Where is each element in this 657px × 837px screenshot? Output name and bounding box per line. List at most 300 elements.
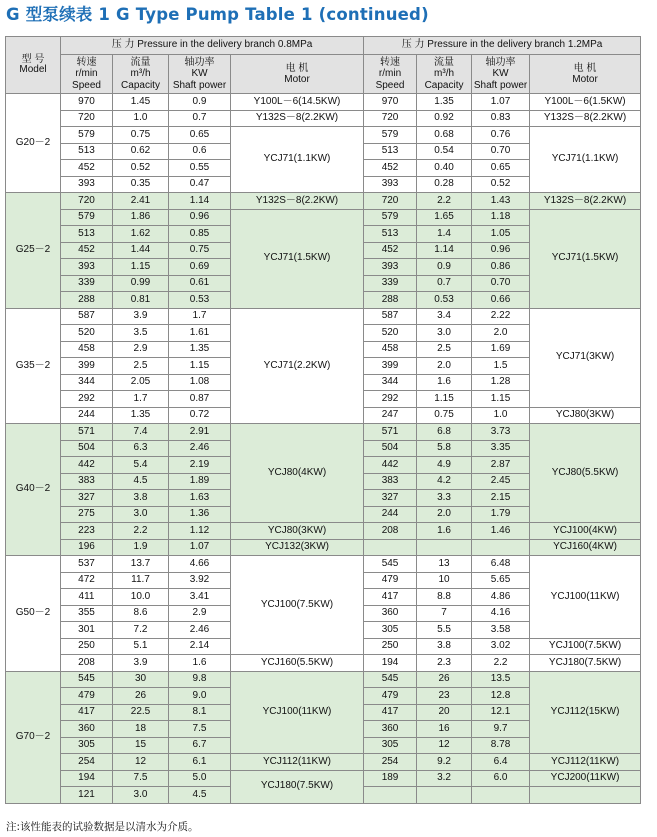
power-cell-left: 1.36	[169, 506, 231, 523]
table-row	[6, 770, 641, 787]
capacity-cell-left: 0.81	[113, 292, 169, 309]
motor-cell-left: Y132S－8(2.2KW)	[231, 110, 364, 127]
capacity-cell-right: 2.3	[417, 655, 472, 672]
power-cell-right: 3.35	[472, 440, 530, 457]
speed-cell-left: 571	[61, 424, 113, 441]
power-cell-left: 9.8	[169, 671, 231, 688]
speed-cell-right: 720	[364, 110, 417, 127]
capacity-header-right: 流量 m³/h Capacity	[417, 55, 472, 94]
power-cell-right: 1.0	[472, 407, 530, 424]
table-title: G 型泵续表 1 G Type Pump Table 1 (continued)	[6, 5, 429, 24]
capacity-cell-left: 0.35	[113, 176, 169, 193]
power-cell-right: 1.79	[472, 506, 530, 523]
power-cell-right: 2.15	[472, 490, 530, 507]
speed-cell-left: 452	[61, 160, 113, 177]
speed-cell-right: 579	[364, 127, 417, 144]
capacity-cell-left: 5.4	[113, 457, 169, 474]
power-cell-right: 1.46	[472, 523, 530, 540]
power-cell-left: 4.66	[169, 556, 231, 573]
capacity-cell-left: 18	[113, 721, 169, 738]
speed-cell-left: 579	[61, 127, 113, 144]
power-cell-right: 2.0	[472, 325, 530, 342]
capacity-cell-right: 13	[417, 556, 472, 573]
motor-cell-right: YCJ112(11KW)	[530, 754, 641, 771]
power-cell-left: 0.53	[169, 292, 231, 309]
power-cell-right: 0.65	[472, 160, 530, 177]
table-row	[6, 127, 641, 144]
table-row	[6, 671, 641, 688]
speed-cell-left: 383	[61, 473, 113, 490]
power-cell-left: 9.0	[169, 688, 231, 705]
capacity-cell-right: 10	[417, 572, 472, 589]
power-cell-left: 1.08	[169, 374, 231, 391]
footnote: 注:该性能表的试验数据是以清水为介质。	[6, 821, 199, 833]
capacity-cell-right: 7	[417, 605, 472, 622]
speed-cell-right: 393	[364, 176, 417, 193]
speed-cell-left: 504	[61, 440, 113, 457]
power-cell-left: 8.1	[169, 704, 231, 721]
power-cell-right	[472, 787, 530, 804]
power-header-left: 轴功率 KW Shaft power	[169, 55, 231, 94]
capacity-cell-right: 9.2	[417, 754, 472, 771]
capacity-cell-left: 10.0	[113, 589, 169, 606]
capacity-cell-left: 22.5	[113, 704, 169, 721]
capacity-cell-right: 6.8	[417, 424, 472, 441]
speed-cell-left: 472	[61, 572, 113, 589]
power-cell-right: 5.65	[472, 572, 530, 589]
capacity-cell-right: 4.2	[417, 473, 472, 490]
capacity-cell-right: 2.2	[417, 193, 472, 210]
motor-cell-left: YCJ71(1.5KW)	[231, 209, 364, 308]
speed-cell-left: 250	[61, 638, 113, 655]
speed-cell-left: 223	[61, 523, 113, 540]
speed-cell-right: 417	[364, 589, 417, 606]
speed-cell-left: 720	[61, 193, 113, 210]
speed-cell-left: 537	[61, 556, 113, 573]
power-cell-right: 2.45	[472, 473, 530, 490]
capacity-cell-right: 16	[417, 721, 472, 738]
power-cell-right: 12.1	[472, 704, 530, 721]
capacity-cell-left: 5.1	[113, 638, 169, 655]
capacity-cell-right: 0.75	[417, 407, 472, 424]
speed-cell-right: 479	[364, 572, 417, 589]
power-cell-left: 0.65	[169, 127, 231, 144]
speed-cell-left: 121	[61, 787, 113, 804]
motor-header-right: 电 机 Motor	[530, 55, 641, 94]
table-row	[6, 209, 641, 226]
table-row	[6, 110, 641, 127]
speed-cell-right: 360	[364, 605, 417, 622]
speed-cell-right: 545	[364, 671, 417, 688]
power-cell-left: 2.14	[169, 638, 231, 655]
capacity-cell-left: 7.4	[113, 424, 169, 441]
power-cell-right: 1.43	[472, 193, 530, 210]
capacity-cell-right: 12	[417, 737, 472, 754]
power-cell-right: 3.58	[472, 622, 530, 639]
power-cell-left: 6.7	[169, 737, 231, 754]
power-cell-right: 0.76	[472, 127, 530, 144]
motor-cell-right: YCJ100(4KW)	[530, 523, 641, 540]
power-cell-left: 3.41	[169, 589, 231, 606]
speed-cell-left: 417	[61, 704, 113, 721]
capacity-cell-left: 1.44	[113, 242, 169, 259]
table-body	[6, 94, 641, 804]
table-row	[6, 193, 641, 210]
speed-cell-left: 288	[61, 292, 113, 309]
speed-cell-left: 327	[61, 490, 113, 507]
power-cell-right: 12.8	[472, 688, 530, 705]
capacity-cell-right: 2.0	[417, 358, 472, 375]
speed-cell-left: 355	[61, 605, 113, 622]
motor-cell-right: YCJ180(7.5KW)	[530, 655, 641, 672]
power-cell-left: 2.46	[169, 440, 231, 457]
power-cell-left: 1.89	[169, 473, 231, 490]
speed-cell-left: 254	[61, 754, 113, 771]
speed-cell-right: 720	[364, 193, 417, 210]
capacity-cell-left: 0.75	[113, 127, 169, 144]
capacity-cell-right: 0.68	[417, 127, 472, 144]
power-cell-right: 4.86	[472, 589, 530, 606]
power-cell-right: 0.70	[472, 143, 530, 160]
speed-cell-right: 292	[364, 391, 417, 408]
speed-cell-left: 339	[61, 275, 113, 292]
speed-cell-right: 479	[364, 688, 417, 705]
capacity-cell-left: 15	[113, 737, 169, 754]
speed-header-right: 转速 r/min Speed	[364, 55, 417, 94]
power-cell-left: 1.14	[169, 193, 231, 210]
model-cell: G20－2	[6, 94, 61, 193]
speed-cell-right: 208	[364, 523, 417, 540]
speed-cell-left: 545	[61, 671, 113, 688]
power-cell-right: 3.73	[472, 424, 530, 441]
capacity-cell-left: 1.9	[113, 539, 169, 556]
speed-cell-right: 399	[364, 358, 417, 375]
power-cell-left: 6.1	[169, 754, 231, 771]
power-cell-right: 1.05	[472, 226, 530, 243]
motor-cell-left: YCJ80(3KW)	[231, 523, 364, 540]
capacity-cell-left: 6.3	[113, 440, 169, 457]
capacity-cell-right: 1.65	[417, 209, 472, 226]
power-cell-left: 3.92	[169, 572, 231, 589]
motor-cell-right: YCJ100(7.5KW)	[530, 638, 641, 655]
capacity-cell-left: 3.9	[113, 655, 169, 672]
speed-cell-right: 513	[364, 143, 417, 160]
power-cell-left: 0.55	[169, 160, 231, 177]
speed-cell-right: 288	[364, 292, 417, 309]
capacity-cell-left: 1.62	[113, 226, 169, 243]
capacity-cell-left: 7.5	[113, 770, 169, 787]
speed-cell-left: 513	[61, 226, 113, 243]
motor-cell-right: YCJ100(11KW)	[530, 556, 641, 639]
capacity-cell-right: 20	[417, 704, 472, 721]
speed-cell-right: 442	[364, 457, 417, 474]
speed-cell-right: 504	[364, 440, 417, 457]
model-header-text: 型 号 Model	[19, 53, 47, 75]
capacity-cell-right: 0.9	[417, 259, 472, 276]
capacity-cell-right: 3.4	[417, 308, 472, 325]
capacity-cell-right: 1.6	[417, 374, 472, 391]
power-cell-left: 1.35	[169, 341, 231, 358]
power-cell-right: 1.5	[472, 358, 530, 375]
speed-cell-right: 360	[364, 721, 417, 738]
power-cell-right: 0.52	[472, 176, 530, 193]
power-cell-left: 0.47	[169, 176, 231, 193]
speed-cell-left: 275	[61, 506, 113, 523]
capacity-cell-right: 1.35	[417, 94, 472, 111]
power-cell-right: 2.22	[472, 308, 530, 325]
power-cell-left: 2.91	[169, 424, 231, 441]
capacity-cell-right: 0.53	[417, 292, 472, 309]
power-cell-left: 1.15	[169, 358, 231, 375]
motor-cell-right: Y100L－6(1.5KW)	[530, 94, 641, 111]
speed-cell-right: 339	[364, 275, 417, 292]
motor-cell-left: Y100L－6(14.5KW)	[231, 94, 364, 111]
capacity-cell-left: 4.5	[113, 473, 169, 490]
power-cell-right: 1.28	[472, 374, 530, 391]
motor-cell-left: YCJ180(7.5KW)	[231, 770, 364, 803]
power-cell-left: 1.07	[169, 539, 231, 556]
model-cell: G50－2	[6, 556, 61, 672]
power-cell-left: 1.12	[169, 523, 231, 540]
model-cell: G25－2	[6, 193, 61, 309]
power-cell-left: 2.19	[169, 457, 231, 474]
capacity-cell-left: 1.0	[113, 110, 169, 127]
capacity-cell-left: 0.52	[113, 160, 169, 177]
power-cell-right: 2.87	[472, 457, 530, 474]
motor-cell-left: YCJ71(2.2KW)	[231, 308, 364, 424]
capacity-cell-left: 2.41	[113, 193, 169, 210]
power-cell-left: 2.46	[169, 622, 231, 639]
speed-cell-right: 393	[364, 259, 417, 276]
motor-cell-left: Y132S－8(2.2KW)	[231, 193, 364, 210]
motor-cell-left: YCJ100(11KW)	[231, 671, 364, 754]
capacity-cell-left: 1.86	[113, 209, 169, 226]
speed-cell-left: 970	[61, 94, 113, 111]
capacity-cell-right: 3.2	[417, 770, 472, 787]
table-row	[6, 523, 641, 540]
motor-cell-left: YCJ80(4KW)	[231, 424, 364, 523]
motor-cell-right: YCJ200(11KW)	[530, 770, 641, 787]
speed-cell-right: 417	[364, 704, 417, 721]
speed-cell-right: 571	[364, 424, 417, 441]
capacity-cell-left: 2.05	[113, 374, 169, 391]
speed-cell-left: 393	[61, 176, 113, 193]
speed-cell-right	[364, 539, 417, 556]
power-cell-right: 0.86	[472, 259, 530, 276]
power-cell-right: 6.4	[472, 754, 530, 771]
capacity-cell-right: 2.5	[417, 341, 472, 358]
capacity-cell-right: 23	[417, 688, 472, 705]
motor-cell-right: Y132S－8(2.2KW)	[530, 110, 641, 127]
speed-cell-left: 520	[61, 325, 113, 342]
table-row	[6, 308, 641, 325]
power-cell-right: 6.48	[472, 556, 530, 573]
pressure-header-right: 压 力 Pressure in the delivery branch 1.2MPa	[364, 37, 641, 55]
table-row	[6, 556, 641, 573]
speed-cell-left: 452	[61, 242, 113, 259]
power-cell-right: 1.07	[472, 94, 530, 111]
capacity-cell-left: 1.45	[113, 94, 169, 111]
capacity-cell-right: 3.0	[417, 325, 472, 342]
speed-cell-right: 579	[364, 209, 417, 226]
power-cell-right: 8.78	[472, 737, 530, 754]
power-cell-left: 0.9	[169, 94, 231, 111]
speed-cell-left: 720	[61, 110, 113, 127]
pump-table	[5, 36, 641, 804]
speed-cell-left: 360	[61, 721, 113, 738]
motor-cell-left: YCJ132(3KW)	[231, 539, 364, 556]
power-cell-right: 3.02	[472, 638, 530, 655]
capacity-cell-right: 8.8	[417, 589, 472, 606]
motor-cell-right: Y132S－8(2.2KW)	[530, 193, 641, 210]
power-cell-left: 1.7	[169, 308, 231, 325]
speed-cell-right: 254	[364, 754, 417, 771]
power-cell-left: 1.61	[169, 325, 231, 342]
capacity-cell-right: 0.92	[417, 110, 472, 127]
capacity-header-left: 流量 m³/h Capacity	[113, 55, 169, 94]
capacity-cell-left: 26	[113, 688, 169, 705]
capacity-cell-left: 3.0	[113, 787, 169, 804]
speed-cell-left: 292	[61, 391, 113, 408]
table-row	[6, 539, 641, 556]
power-cell-left: 2.9	[169, 605, 231, 622]
motor-cell-left: YCJ100(7.5KW)	[231, 556, 364, 655]
speed-cell-left: 513	[61, 143, 113, 160]
power-cell-right: 13.5	[472, 671, 530, 688]
power-cell-right: 0.66	[472, 292, 530, 309]
speed-cell-right: 970	[364, 94, 417, 111]
capacity-cell-left: 2.9	[113, 341, 169, 358]
capacity-cell-right: 5.8	[417, 440, 472, 457]
speed-cell-right: 587	[364, 308, 417, 325]
power-cell-right: 0.83	[472, 110, 530, 127]
capacity-cell-right: 3.3	[417, 490, 472, 507]
model-cell: G40－2	[6, 424, 61, 556]
motor-cell-right: YCJ71(1.5KW)	[530, 209, 641, 308]
capacity-cell-left: 30	[113, 671, 169, 688]
pressure-header-left: 压 力 Pressure in the delivery branch 0.8MPa	[61, 37, 364, 55]
speed-cell-right: 452	[364, 160, 417, 177]
capacity-cell-right: 1.4	[417, 226, 472, 243]
power-cell-right: 9.7	[472, 721, 530, 738]
power-cell-right: 1.18	[472, 209, 530, 226]
speed-cell-left: 301	[61, 622, 113, 639]
motor-cell-left: YCJ71(1.1KW)	[231, 127, 364, 193]
speed-cell-right: 452	[364, 242, 417, 259]
capacity-cell-left: 7.2	[113, 622, 169, 639]
table-row	[6, 94, 641, 111]
power-cell-right: 6.0	[472, 770, 530, 787]
capacity-cell-right: 3.8	[417, 638, 472, 655]
power-cell-left: 1.63	[169, 490, 231, 507]
motor-cell-right: YCJ160(4KW)	[530, 539, 641, 556]
speed-cell-right: 327	[364, 490, 417, 507]
speed-cell-left: 194	[61, 770, 113, 787]
motor-cell-right: YCJ80(3KW)	[530, 407, 641, 424]
speed-cell-right	[364, 787, 417, 804]
motor-header-left: 电 机 Motor	[231, 55, 364, 94]
speed-cell-right: 244	[364, 506, 417, 523]
motor-cell-right: YCJ71(3KW)	[530, 308, 641, 407]
capacity-cell-left: 11.7	[113, 572, 169, 589]
speed-cell-left: 344	[61, 374, 113, 391]
motor-cell-right: YCJ112(15KW)	[530, 671, 641, 754]
capacity-cell-right: 1.15	[417, 391, 472, 408]
speed-cell-right: 194	[364, 655, 417, 672]
motor-cell-left: YCJ160(5.5KW)	[231, 655, 364, 672]
speed-cell-right: 250	[364, 638, 417, 655]
capacity-cell-right: 0.28	[417, 176, 472, 193]
speed-header-left: 转速 r/min Speed	[61, 55, 113, 94]
power-cell-left: 0.87	[169, 391, 231, 408]
capacity-cell-left: 3.8	[113, 490, 169, 507]
power-cell-left: 0.75	[169, 242, 231, 259]
capacity-cell-left: 1.7	[113, 391, 169, 408]
power-cell-left: 7.5	[169, 721, 231, 738]
speed-cell-left: 479	[61, 688, 113, 705]
power-cell-right: 1.69	[472, 341, 530, 358]
capacity-cell-left: 3.5	[113, 325, 169, 342]
capacity-cell-right: 0.40	[417, 160, 472, 177]
power-cell-right: 0.70	[472, 275, 530, 292]
motor-cell-right	[530, 787, 641, 804]
capacity-cell-left: 2.2	[113, 523, 169, 540]
power-cell-left: 0.7	[169, 110, 231, 127]
power-cell-left: 0.96	[169, 209, 231, 226]
speed-cell-left: 305	[61, 737, 113, 754]
speed-cell-left: 579	[61, 209, 113, 226]
capacity-cell-left: 1.35	[113, 407, 169, 424]
capacity-cell-left: 0.62	[113, 143, 169, 160]
capacity-cell-right	[417, 539, 472, 556]
power-cell-left: 4.5	[169, 787, 231, 804]
capacity-cell-right: 26	[417, 671, 472, 688]
capacity-cell-right: 1.14	[417, 242, 472, 259]
speed-cell-right: 189	[364, 770, 417, 787]
capacity-cell-left: 1.15	[113, 259, 169, 276]
power-cell-left: 0.85	[169, 226, 231, 243]
capacity-cell-left: 2.5	[113, 358, 169, 375]
power-cell-left: 0.61	[169, 275, 231, 292]
capacity-cell-left: 12	[113, 754, 169, 771]
power-cell-right: 1.15	[472, 391, 530, 408]
speed-cell-right: 247	[364, 407, 417, 424]
speed-cell-right: 513	[364, 226, 417, 243]
speed-cell-left: 458	[61, 341, 113, 358]
power-cell-left: 5.0	[169, 770, 231, 787]
speed-cell-right: 520	[364, 325, 417, 342]
capacity-cell-left: 13.7	[113, 556, 169, 573]
table-row	[6, 424, 641, 441]
power-cell-right	[472, 539, 530, 556]
table-row	[6, 754, 641, 771]
speed-cell-left: 587	[61, 308, 113, 325]
speed-cell-left: 196	[61, 539, 113, 556]
model-cell: G70－2	[6, 671, 61, 803]
table-row	[6, 655, 641, 672]
capacity-cell-right: 0.54	[417, 143, 472, 160]
capacity-cell-right: 4.9	[417, 457, 472, 474]
power-cell-right: 0.96	[472, 242, 530, 259]
speed-cell-left: 411	[61, 589, 113, 606]
capacity-cell-right: 5.5	[417, 622, 472, 639]
capacity-cell-right: 0.7	[417, 275, 472, 292]
speed-cell-right: 383	[364, 473, 417, 490]
capacity-cell-left: 8.6	[113, 605, 169, 622]
model-header	[6, 37, 61, 94]
power-cell-left: 1.6	[169, 655, 231, 672]
power-cell-left: 0.6	[169, 143, 231, 160]
